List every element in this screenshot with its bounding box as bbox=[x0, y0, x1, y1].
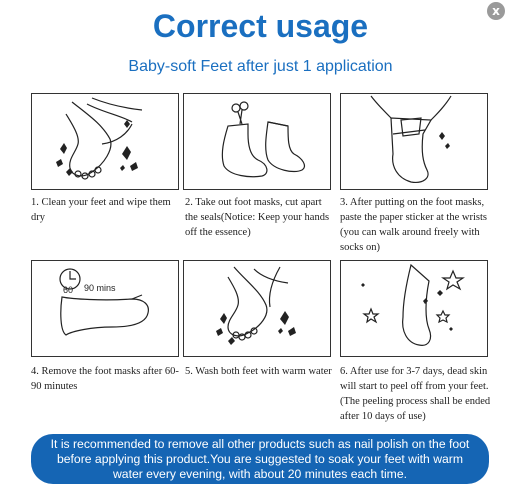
step-2-caption: 2. Take out foot masks, cut apart the seals(Notice: Keep your hands off the essence) bbox=[185, 197, 330, 238]
step-4-illustration bbox=[31, 260, 179, 357]
step-5-illustration bbox=[183, 260, 331, 357]
timer-text: 90 mins bbox=[84, 283, 116, 293]
page-subtitle: Baby-soft Feet after just 1 application bbox=[128, 58, 393, 75]
usage-notice: It is recommended to remove all other products such as nail polish on the foot before applying this product.You are suggested to soak your feet with warm water every evening, with about 20 minutes each time. bbox=[31, 434, 489, 484]
timer-foot-mask-icon bbox=[32, 261, 178, 356]
step-6-illustration bbox=[340, 260, 488, 357]
scissors-foot-mask-icon bbox=[184, 94, 330, 189]
close-button[interactable]: x bbox=[487, 2, 505, 20]
step-3-illustration bbox=[340, 93, 488, 190]
timer-number: 60 bbox=[63, 285, 74, 295]
step-1-caption: 1. Clean your feet and wipe them dry bbox=[31, 197, 171, 223]
step-4-caption: 4. Remove the foot masks after 60-90 minutes bbox=[31, 366, 179, 392]
step-5-caption: 5. Wash both feet with warm water bbox=[185, 366, 332, 377]
step-3-caption: 3. After putting on the foot masks, paste the paper sticker at the wrists (you can walk around freely with socks on) bbox=[340, 197, 487, 253]
foot-mask-on-icon bbox=[341, 94, 487, 189]
washing-feet-icon bbox=[32, 94, 178, 189]
washing-feet-icon bbox=[184, 261, 330, 356]
step-2-illustration bbox=[183, 93, 331, 190]
step-1-illustration bbox=[31, 93, 179, 190]
page-title: Correct usage bbox=[152, 8, 369, 44]
peeling-foot-icon bbox=[341, 261, 487, 356]
step-6-caption: 6. After use for 3-7 days, dead skin will start to peel off from your feet. (The peeling process shall be ended after 10 days of use) bbox=[340, 366, 491, 422]
